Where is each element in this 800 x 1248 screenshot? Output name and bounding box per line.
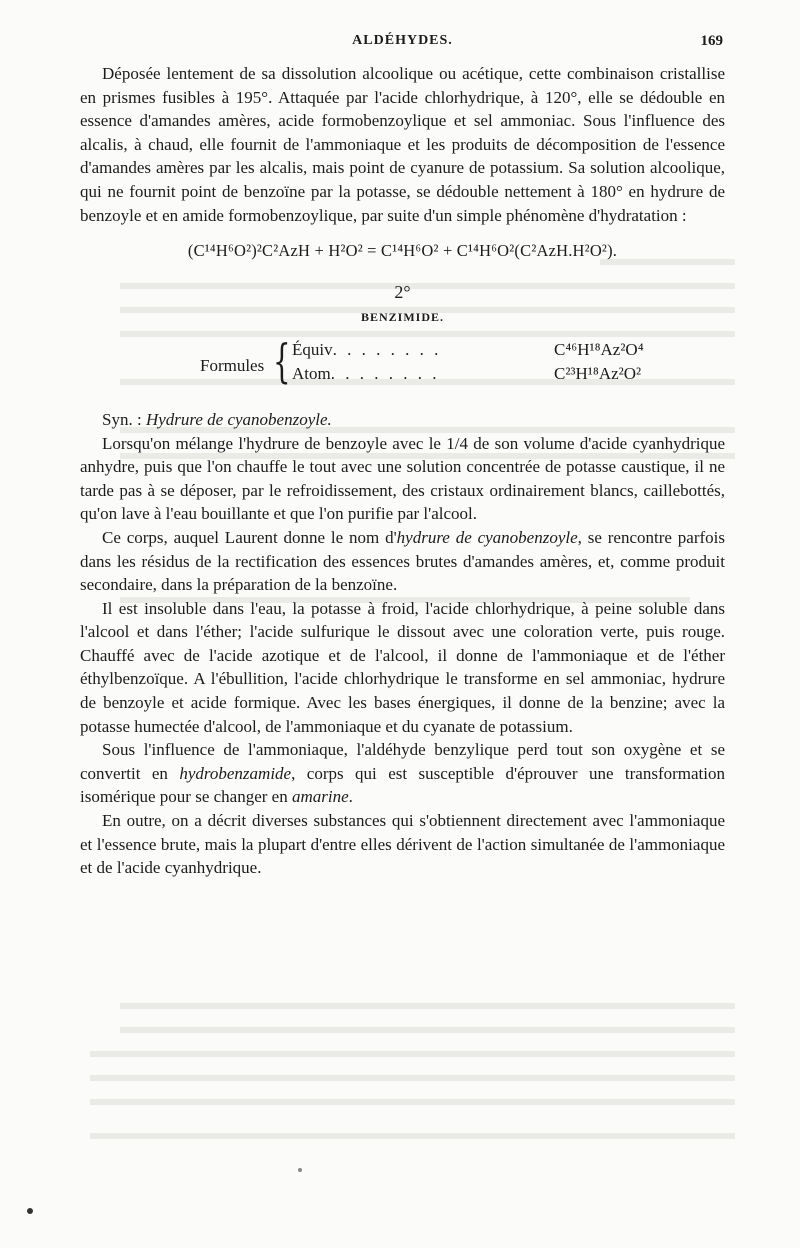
brace-glyph: { bbox=[273, 333, 291, 388]
paragraph-other-substances: En outre, on a décrit diverses substances qui s'obtiennent directement avec l'ammoniaque et l'essence brute, mais la plupart d'entre elles dérivent de l'action simultanée de l'ammoniaque et de l'acide cyanhydrique. bbox=[80, 811, 725, 878]
running-title: ALDÉHYDES. bbox=[352, 33, 453, 48]
section-title: BENZIMIDE. bbox=[360, 310, 444, 325]
formula-row-atom bbox=[292, 362, 642, 386]
atom-label: Atom bbox=[292, 363, 331, 383]
paragraph-laurent bbox=[80, 526, 725, 597]
text-run: . bbox=[348, 787, 353, 807]
page-number: 169 bbox=[700, 33, 723, 49]
paragraph-decomposition: Déposée lentement de sa dissolution alcoolique ou acétique, cette combinaison cristallise en prismes fusibles à 195°. Attaquée par l'acide chlorhydrique, à 120°, elle se dédouble en essence d'amandes amères, acide formobenzoylique et sel ammoniac. Sous l'influence des alcalis, à chaud, elle fournit de l'ammoniaque et les produits de décomposition de l'essence d'amandes amères par les alcalis, mais point de cyanure de potassium. Sa solution alcoolique, qui ne fournit point de benzoïne par la potasse, se dédouble nettement à 180° en hydrure de benzoyle et en amide formobenzoylique, par suite d'un simple phénomène d'hydratation : bbox=[80, 64, 725, 225]
equiv-label: Équiv bbox=[292, 339, 333, 359]
formulas-block bbox=[80, 333, 725, 394]
text-run: Sous l'influence de l'ammoniaque, l'aldéhyde benzylique perd tout son oxygène et se convertit en bbox=[80, 740, 725, 783]
formulas-label: Formules bbox=[200, 355, 265, 375]
leader-dots: . . . . . . . . bbox=[332, 339, 442, 359]
synonym-name: Hydrure de cyanobenzoyle. bbox=[145, 409, 332, 429]
paragraph-properties: Il est insoluble dans l'eau, la potasse à froid, l'acide chlorhydrique, à peine soluble dans l'alcool et dans l'éther; l'acide sulfurique le dissout avec une coloration verte, puis rouge. Chauffé avec de l'acide azotique et de l'alcool, il donne de l'ammoniaque et de l'éther éthylbenzoïque. A l'ébullition, l'acide chlorhydrique le transforme en sel ammoniac, hydrure de benzoyle et acide formique. Avec les bases énergiques, il donne de la benzine; avec la potasse humectée d'alcool, de l'ammoniaque et du cyanate de potassium. bbox=[80, 598, 725, 736]
hydration-equation: (C¹⁴H⁶O²)²C²AzH + H²O² = C¹⁴H⁶O² + C¹⁴H⁶O²(C²AzH.H²O²). bbox=[187, 241, 618, 261]
emphasis: amarine bbox=[291, 787, 349, 807]
paragraph-preparation: Lorsqu'on mélange l'hydrure de benzoyle avec le 1/4 de son volume d'acide cyanhydrique anhydre, puis que l'on chauffe le tout avec une solution concentrée de potasse caustique, il ne tarde pas à se déposer, par le refroidissement, des cristaux ordinairement blancs, caillebottés, qu'on lave à l'eau bouillante et que l'on purifie par l'alcool. bbox=[80, 433, 725, 524]
text-run: , se rencontre parfois dans les résidus de la rectification des essences brutes d'amandes amères, et, comme produit secondaire, dans la préparation de la benzoïne. bbox=[80, 527, 725, 595]
synonym-line bbox=[80, 408, 725, 432]
paragraph-ammonia bbox=[80, 738, 725, 809]
section-number: 2° bbox=[394, 281, 411, 302]
emphasis: hydrure de cyanobenzoyle bbox=[396, 527, 578, 547]
text-run: Ce corps, auquel Laurent donne le nom d' bbox=[102, 527, 397, 547]
equiv-value: C⁴⁶H¹⁸Az²O⁴ bbox=[554, 339, 644, 359]
leader-dots: . . . . . . . . bbox=[330, 363, 440, 383]
page-body bbox=[80, 62, 725, 880]
text-run: , corps qui est susceptible d'éprouver une transformation isomérique pour se changer en bbox=[80, 763, 726, 807]
synonym-prefix: Syn. : bbox=[102, 409, 142, 429]
formula-row-equiv bbox=[292, 338, 644, 362]
emphasis: hydrobenzamide bbox=[179, 763, 292, 783]
page-header bbox=[80, 33, 725, 55]
atom-value: C²³H¹⁸Az²O² bbox=[554, 363, 642, 383]
